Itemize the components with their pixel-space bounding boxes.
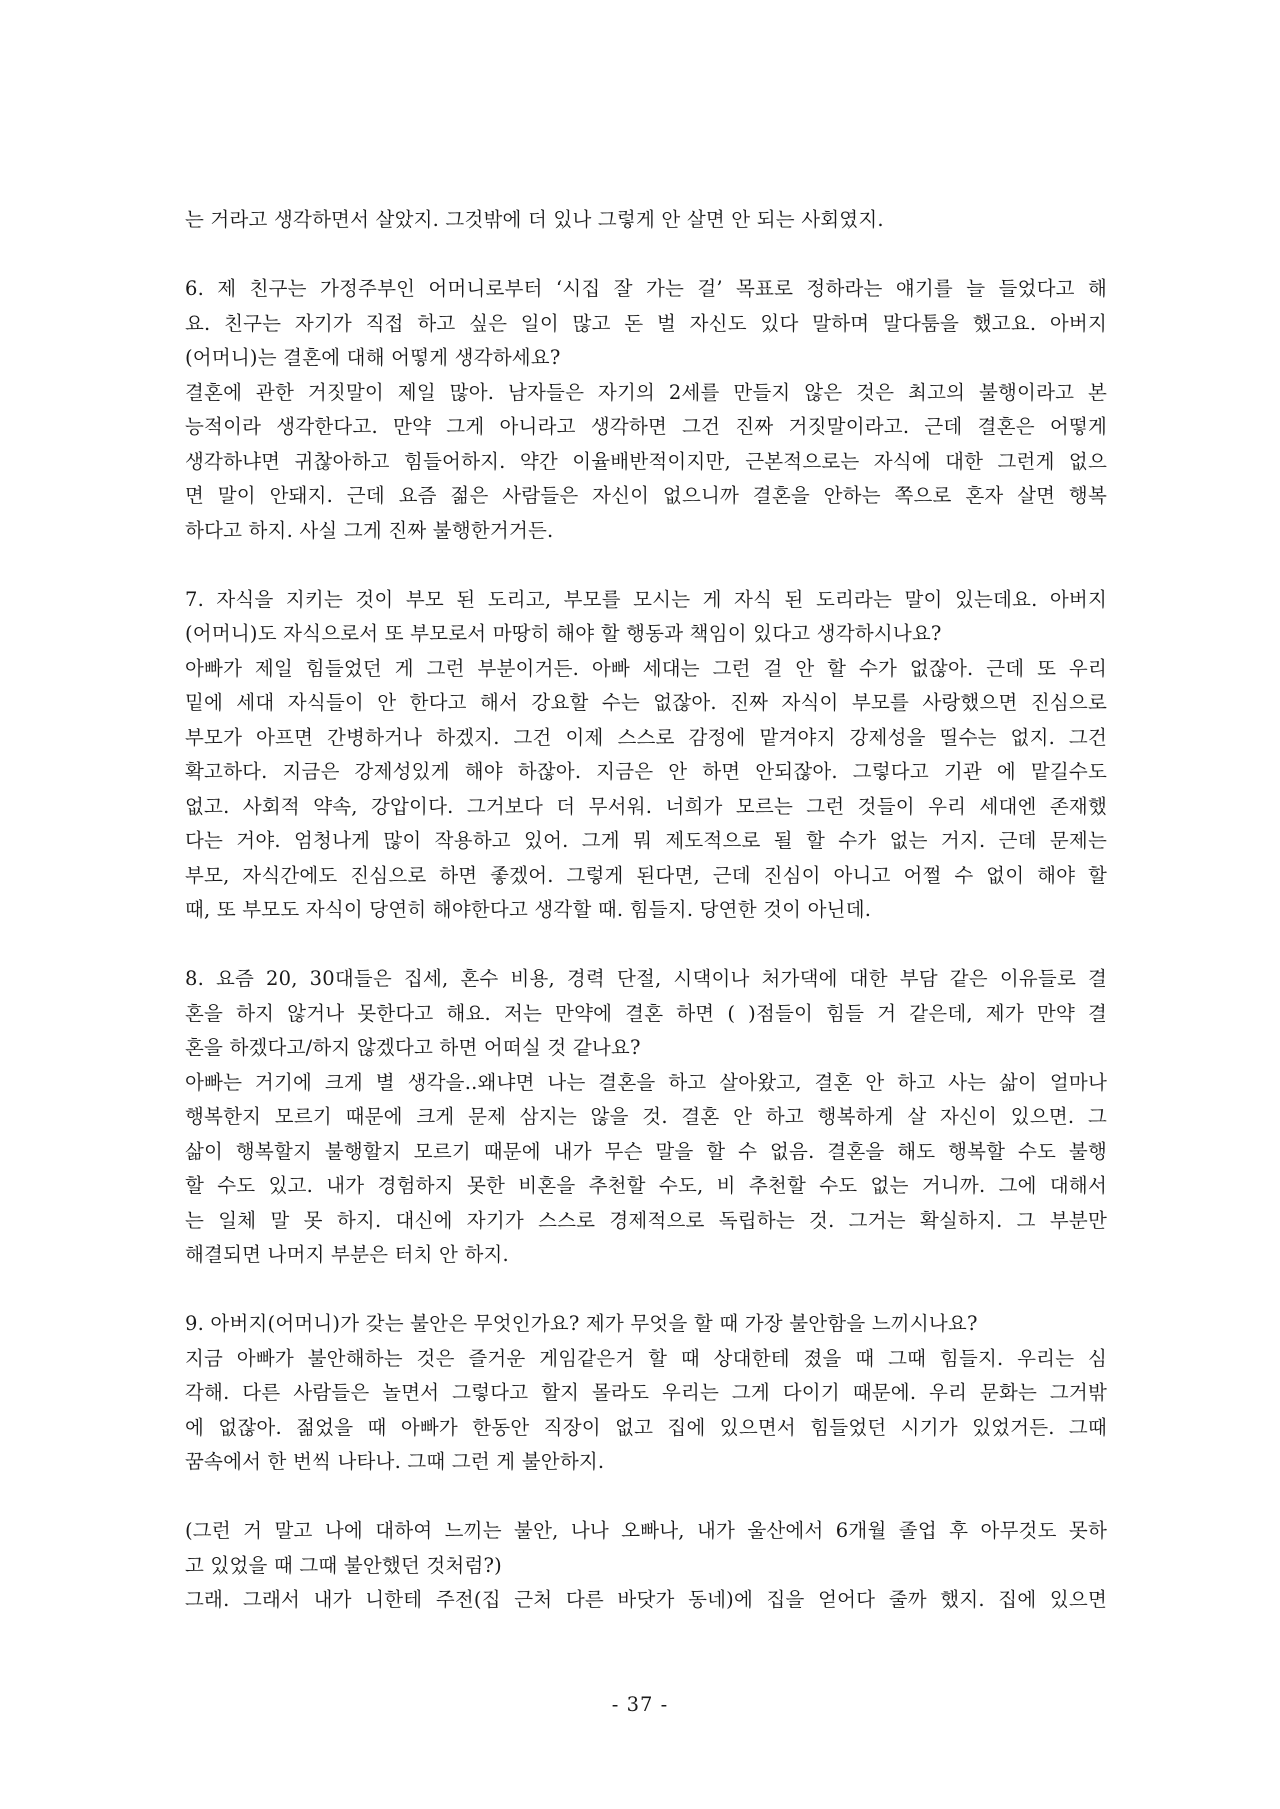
text-line: 는 거라고 생각하면서 살았지. 그것밖에 더 있나 그렇게 안 살면 안 되는 사회였지. [185,208,884,231]
paragraph-question-7 [185,583,1107,928]
text-line: 확고하다. 지금은 강제성있게 해야 하잖아. 지금은 안 하면 안되잖아. 그렇다고 기관 에 맡길수도 [185,760,1107,783]
paragraph-question-6 [185,272,1107,548]
text-line: 아빠는 거기에 크게 별 생각을..왜냐면 나는 결혼을 하고 살아왔고, 결혼 안 하고 사는 삶이 얼마나 [185,1070,1107,1094]
page-number: - 37 - [611,1693,669,1716]
paragraph-gap [185,548,1107,583]
text-line: 면 말이 안돼지. 근데 요즘 젊은 사람들은 자신이 없으니까 결혼을 안하는 쪽으로 혼자 살면 행복 [185,484,1107,507]
text-line: (그런 거 말고 나에 대하여 느끼는 불안, 나나 오빠나, 내가 울산에서 6개월 졸업 후 아무것도 못하 [185,1519,1107,1542]
text-line: 혼을 하지 않거나 못한다고 해요. 저는 만약에 결혼 하면 ( )점들이 힘들 거 같은데, 제가 만약 결 [185,1001,1107,1025]
text-line: 없고. 사회적 약속, 강압이다. 그거보다 더 무서워. 너희가 모르는 그런 것들이 우리 세대엔 존재했 [185,794,1107,818]
text-line: 8. 요즘 20, 30대들은 집세, 혼수 비용, 경력 단절, 시댁이나 처가댁에 대한 부담 같은 이유들로 결 [185,967,1107,990]
text-line: 요. 친구는 자기가 직접 하고 싶은 일이 많고 돈 벌 자신도 있다 말하며 말다툼을 했고요. 아버지 [185,311,1107,335]
paragraph-gap [185,1273,1107,1308]
text-line: 할 수도 있고. 내가 경험하지 못한 비혼을 추천할 수도, 비 추천할 수도 없는 거니까. 그에 대해서 [185,1174,1107,1197]
text-line: 7. 자식을 지키는 것이 부모 된 도리고, 부모를 모시는 게 자식 된 도리라는 말이 있는데요. 아버지 [185,587,1107,611]
paragraph-continuation [185,203,1107,238]
text-line: 각해. 다른 사람들은 놀면서 그렇다고 할지 몰라도 우리는 그게 다이기 때문에. 우리 문화는 그거밖 [185,1381,1107,1404]
document-page [185,203,1107,1618]
text-line: 부모, 자식간에도 진심으로 하면 좋겠어. 그렇게 된다면, 근데 진심이 아니고 어쩔 수 없이 해야 할 [185,863,1107,887]
text-line: 지금 아빠가 불안해하는 것은 즐거운 게임같은거 할 때 상대한테 졌을 때 그때 힘들지. 우리는 심 [185,1346,1107,1370]
text-line: 때, 또 부모도 자식이 당연히 해야한다고 생각할 때. 힘들지. 당연한 것이 아닌데. [185,898,872,921]
text-line: 다는 거야. 엄청나게 많이 작용하고 있어. 그게 뭐 제도적으로 될 할 수가 없는 거지. 근데 문제는 [185,829,1107,852]
text-line: 혼을 하겠다고/하지 않겠다고 하면 어떠실 것 같나요? [185,1036,641,1059]
paragraph-gap [185,1480,1107,1515]
text-line: 해결되면 나머지 부분은 터치 안 하지. [185,1243,509,1266]
text-line: 삶이 행복할지 불행할지 모르기 때문에 내가 무슨 말을 할 수 없음. 결혼을 해도 행복할 수도 불행 [185,1139,1107,1163]
text-line: 에 없잖아. 젊었을 때 아빠가 한동안 직장이 없고 집에 있으면서 힘들었던 시기가 있었거든. 그때 [185,1415,1107,1439]
text-line: 부모가 아프면 간병하거나 하겠지. 그건 이제 스스로 감정에 맡겨야지 강제성을 띨수는 없지. 그건 [185,725,1107,749]
text-line: 꿈속에서 한 번씩 나타나. 그때 그런 게 불안하지. [185,1450,605,1473]
paragraph-gap [185,928,1107,963]
text-line: 6. 제 친구는 가정주부인 어머니로부터 ‘시집 잘 가는 걸’ 목표로 정하라는 얘기를 늘 들었다고 해 [185,277,1107,300]
paragraph-gap [185,238,1107,273]
text-line: 그래. 그래서 내가 니한테 주전(집 근처 다른 바닷가 동네)에 집을 얻어다 줄까 했지. 집에 있으면 [185,1588,1107,1611]
paragraph-question-9 [185,1307,1107,1480]
text-line: 하다고 하지. 사실 그게 진짜 불행한거거든. [185,518,554,542]
paragraph-follow-up [185,1514,1107,1618]
paragraph-question-8 [185,962,1107,1273]
text-line: 결혼에 관한 거짓말이 제일 많아. 남자들은 자기의 2세를 만들지 않은 것은 최고의 불행이라고 본 [185,380,1107,404]
text-line: 밑에 세대 자식들이 안 한다고 해서 강요할 수는 없잖아. 진짜 자식이 부모를 사랑했으면 진심으로 [185,691,1107,714]
text-line: 는 일체 말 못 하지. 대신에 자기가 스스로 경제적으로 독립하는 것. 그거는 확실하지. 그 부분만 [185,1208,1107,1232]
text-line: 행복한지 모르기 때문에 크게 문제 삼지는 않을 것. 결혼 안 하고 행복하게 살 자신이 있으면. 그 [185,1105,1107,1128]
text-line: (어머니)는 결혼에 대해 어떻게 생각하세요? [185,346,561,369]
text-line: 9. 아버지(어머니)가 갖는 불안은 무엇인가요? 제가 무엇을 할 때 가장 불안함을 느끼시나요? [185,1312,978,1335]
text-line: 고 있었을 때 그때 불안했던 것처럼?) [185,1553,502,1577]
text-line: 아빠가 제일 힘들었던 게 그런 부분이거든. 아빠 세대는 그런 걸 안 할 수가 없잖아. 근데 또 우리 [185,656,1107,680]
text-line: 생각하냐면 귀찮아하고 힘들어하지. 약간 이율배반적이지만, 근본적으로는 자식에 대한 그런게 없으 [185,449,1107,473]
text-line: (어머니)도 자식으로서 또 부모로서 마땅히 해야 할 행동과 책임이 있다고 생각하시나요? [185,622,942,645]
text-line: 능적이라 생각한다고. 만약 그게 아니라고 생각하면 그건 진짜 거짓말이라고. 근데 결혼은 어떻게 [185,415,1107,438]
